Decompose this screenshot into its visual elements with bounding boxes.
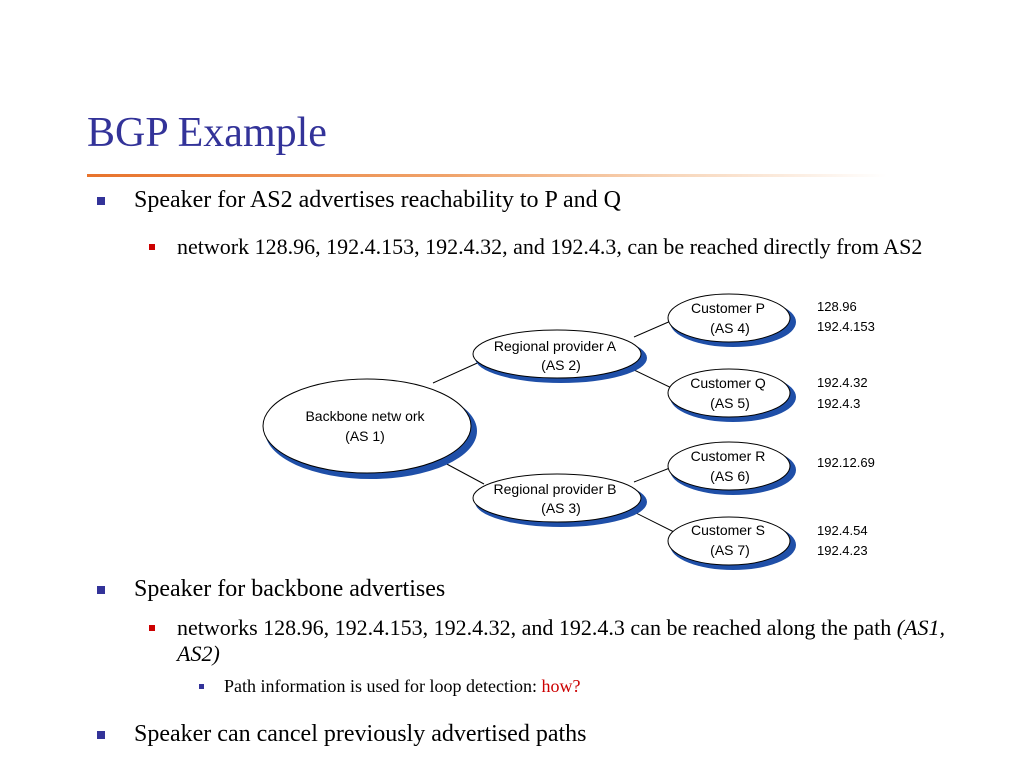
- node-customer-s: [668, 517, 796, 570]
- node-label-line1: Backbone netw ork: [305, 408, 425, 424]
- network-label: 192.4.23: [817, 543, 868, 558]
- node-label-line1: Customer Q: [690, 375, 766, 391]
- bullet-text-main: networks 128.96, 192.4.153, 192.4.32, and 192.4.3 can be reached along the path: [177, 615, 897, 640]
- node-label-line2: (AS 4): [710, 320, 750, 336]
- bullet-marker: [97, 731, 105, 739]
- node-provider-a: [473, 330, 647, 383]
- bullet-text: Speaker can cancel previously advertised paths: [134, 721, 587, 747]
- node-label-line2: (AS 2): [541, 357, 581, 373]
- bullet-cancel-paths: [97, 721, 586, 748]
- network-label: 192.4.3: [817, 396, 861, 411]
- network-label: 192.4.54: [817, 523, 868, 538]
- network-label: 192.4.153: [817, 319, 875, 334]
- bullet-marker: [97, 586, 105, 594]
- node-label-line2: (AS 1): [345, 428, 385, 444]
- network-label: 192.12.69: [817, 455, 875, 470]
- node-label-line2: (AS 3): [541, 500, 581, 516]
- slide-title: BGP Example: [87, 110, 327, 156]
- edge-backbone-provider-b: [443, 462, 484, 484]
- network-label: 192.4.32: [817, 375, 868, 390]
- node-label-line2: (AS 7): [710, 542, 750, 558]
- node-backbone: [263, 379, 477, 479]
- bullet-text: Speaker for AS2 advertises reachability to P and Q: [134, 187, 621, 213]
- bullet-loop-detection: [199, 676, 580, 697]
- bullet-marker: [199, 684, 204, 689]
- bullet-text-path: (AS1, AS2): [177, 615, 945, 666]
- node-provider-b: [473, 474, 647, 527]
- node-label-line1: Customer R: [690, 448, 766, 464]
- node-label-line2: (AS 6): [710, 468, 750, 484]
- node-customer-p: [668, 294, 796, 347]
- node-label-line1: Customer S: [691, 522, 765, 538]
- bullet-text: Speaker for backbone advertises: [134, 576, 446, 602]
- bullet-marker: [149, 625, 155, 631]
- bullet-text: [224, 676, 580, 697]
- node-label-line1: Customer P: [691, 300, 765, 316]
- bullet-text-how: how?: [541, 676, 581, 696]
- node-label-line1: Regional provider A: [493, 338, 617, 354]
- edge-backbone-provider-a: [433, 360, 484, 383]
- bullet-backbone-advertises: [97, 576, 445, 603]
- node-label-line1: Regional provider B: [493, 481, 617, 497]
- bullet-text: [177, 615, 947, 667]
- bullet-networks-path: [149, 615, 949, 667]
- node-label-line2: (AS 5): [710, 395, 750, 411]
- network-label: 128.96: [817, 299, 857, 314]
- bullet-text-main: Path information is used for loop detection:: [224, 676, 542, 696]
- node-customer-r: [668, 442, 796, 495]
- node-customer-q: [668, 369, 796, 422]
- bullet-text: network 128.96, 192.4.153, 192.4.32, and 192.4.3, can be reached directly from AS2: [177, 234, 923, 259]
